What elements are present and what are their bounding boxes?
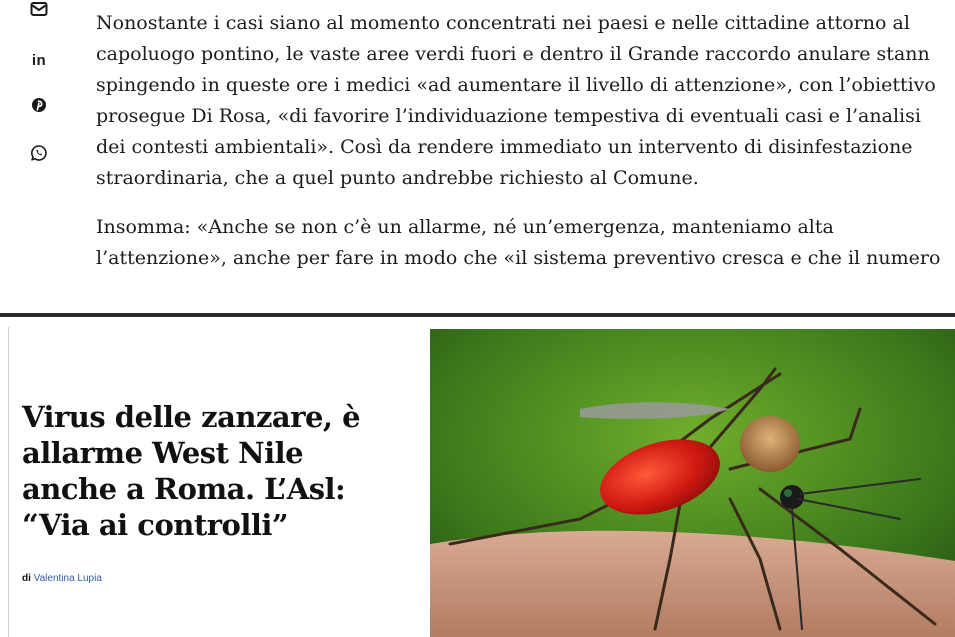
related-article-title[interactable]: Virus delle zanzare, è allarme West Nile anche a Roma. L’Asl: “Via ai controlli”: [22, 400, 361, 542]
paragraph-line: dei contesti ambientali». Così da rendere immediato un intervento di disinfestazione: [96, 136, 913, 158]
linkedin-icon: in: [31, 51, 47, 69]
paragraph-line: straordinaria, che a quel punto andrebbe richiesto al Comune.: [96, 167, 699, 189]
share-pinterest-button[interactable]: [26, 92, 52, 118]
article-paragraph: [96, 8, 955, 194]
paragraph-line: spingendo in queste ore i medici «ad aumentare il livello di attenzione», con l’obiettivo: [96, 74, 936, 96]
byline: [22, 573, 102, 584]
byline-author-link[interactable]: Valentina Lupia: [33, 573, 102, 584]
article-section: [0, 0, 955, 313]
mosquito-on-skin-image: [430, 329, 955, 637]
paragraph-line: capoluogo pontino, le vaste aree verdi fuori e dentro il Grande raccordo anulare stann: [96, 43, 930, 65]
paragraph-line: prosegue Di Rosa, «di favorire l’individuazione tempestiva di eventuali casi e l’analisi: [96, 105, 921, 127]
paragraph-line: Nonostante i casi siano al momento concentrati nei paesi e nelle cittadine attorno al: [96, 12, 910, 34]
card-border: [8, 327, 9, 637]
paragraph-line: Insomma: «Anche se non c’è un allarme, né un’emergenza, manteniamo alta: [96, 216, 834, 238]
paragraph-line: l’attenzione», anche per fare in modo che «il sistema preventivo cresca e che il numero: [96, 247, 941, 269]
article-paragraph: [96, 212, 955, 274]
email-icon: [30, 1, 48, 17]
related-article-card[interactable]: [0, 317, 955, 637]
related-article-image[interactable]: [430, 329, 955, 637]
pinterest-icon: [31, 97, 47, 113]
whatsapp-icon: [30, 144, 48, 162]
share-whatsapp-button[interactable]: [26, 140, 52, 166]
share-linkedin-button[interactable]: [26, 47, 52, 73]
share-email-button[interactable]: [26, 0, 52, 22]
byline-prefix: di: [22, 573, 31, 584]
article-body: [96, 8, 955, 274]
